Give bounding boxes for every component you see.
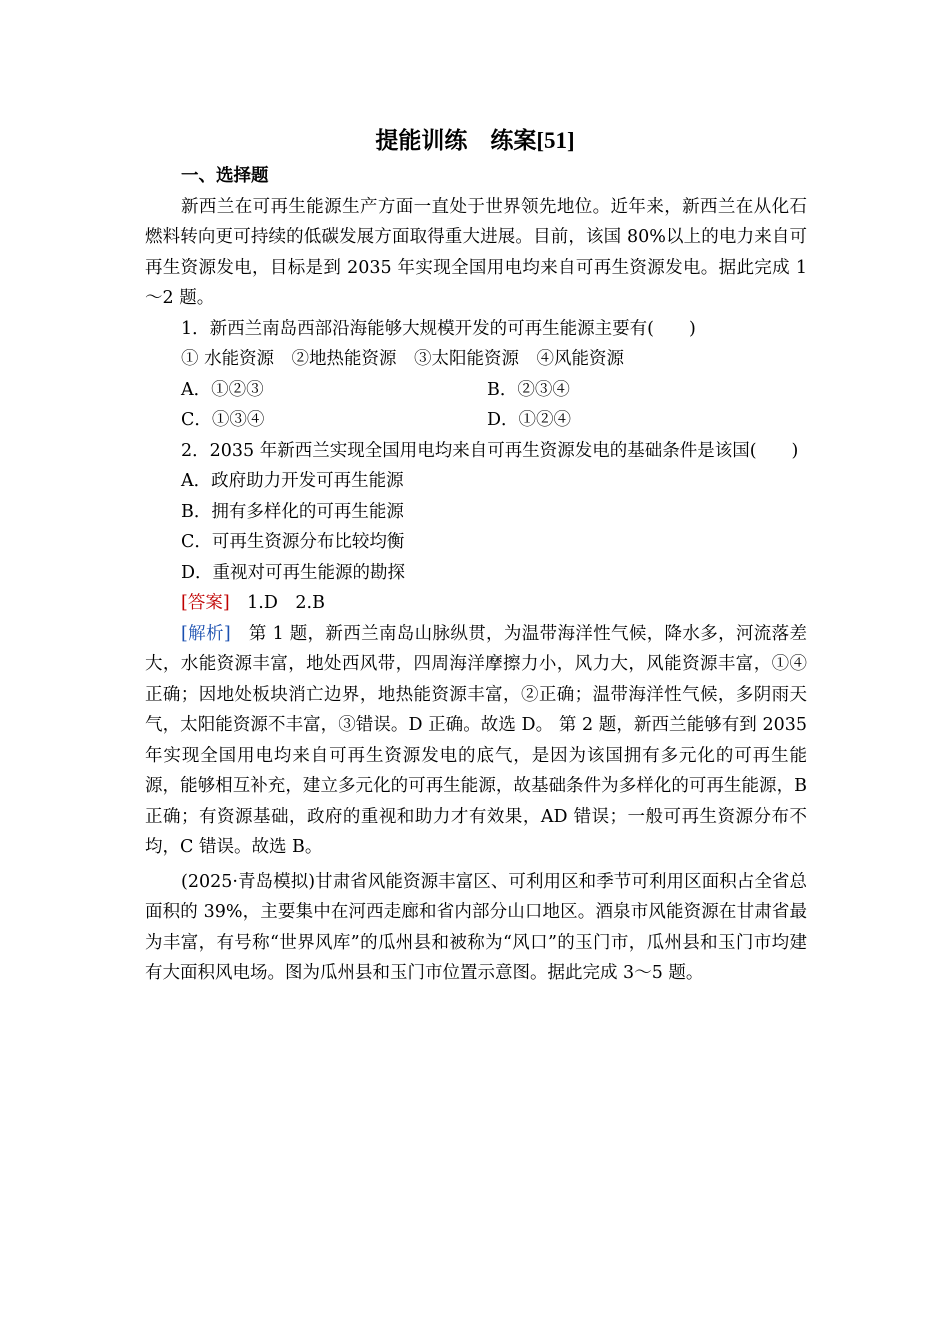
- answer-text: 1.D 2.B: [229, 593, 325, 613]
- passage-2-source: (2025·青岛模拟): [181, 871, 316, 892]
- section-heading: 一、选择题: [181, 166, 269, 186]
- question-2-stem: 2．2035 年新西兰实现全国用电均来自可再生资源发电的基础条件是该国( ): [181, 440, 799, 461]
- page-title: 提能训练 练案[51]: [375, 128, 575, 153]
- analysis-tag: [解析]: [181, 623, 231, 644]
- question-2-option-a: A．政府助力开发可再生能源: [181, 471, 404, 491]
- passage-1: 新西兰在可再生能源生产方面一直处于世界领先地位。近年来，新西兰在从化石燃料转向更可持续的低碳发展方面取得重大进展。目前，该国 80%以上的电力来自可再生资源发电，目标是到 2035 年实现全国用电均来自可再生资源发电。据此完成 1～2 题。: [145, 196, 807, 308]
- document-body: [145, 161, 807, 989]
- question-1-option-d: D．①②④: [487, 410, 572, 430]
- question-1-option-b: B．②③④: [487, 379, 570, 400]
- question-2-option-d: D．重视对可再生能源的勘探: [181, 562, 406, 583]
- question-1-option-a: A．①②③: [181, 379, 264, 400]
- question-2-option-b: B．拥有多样化的可再生能源: [181, 501, 404, 522]
- analysis-text: 第 1 题，新西兰南岛山脉纵贯，为温带海洋性气候，降水多，河流落差大，水能资源丰富，地处西风带，四周海洋摩擦力小，风力大，风能资源丰富，①④正确；因地处板块消亡边界，地热能资源丰富，②正确；温带海洋性气候，多阴雨天气，太阳能资源不丰富，③错误。D 正确。故选 D。 第 2 题，新西兰能够有到 2035 年实现全国用电均来自可再生资源发电的底气，是因为该国拥有多元化的可再生能源，能够相互补充，建立多元化的可再生能源，故基础条件为多样化的可再生能源，B 正确；有资源基础，政府的重视和助力才有效果，AD 错误；一般可再生资源分布不均，C 错误。故选 B。: [145, 623, 807, 857]
- answer-line: [145, 588, 807, 619]
- passage-2: [145, 867, 807, 989]
- analysis-paragraph: [145, 619, 807, 863]
- question-1-stem: 1．新西兰南岛西部沿海能够大规模开发的可再生能源主要有( ): [181, 318, 696, 339]
- passage-2-text: 甘肃省风能资源丰富区、可利用区和季节可利用区面积占全省总面积的 39%，主要集中在河西走廊和省内部分山口地区。酒泉市风能资源在甘肃省最为丰富，有号称“世界风库”的瓜州县和被称为“风口”的玉门市，瓜州县和玉门市均建有大面积风电场。图为瓜州县和玉门市位置示意图。据此完成 3～5 题。: [145, 871, 807, 983]
- question-1-option-c: C．①③④: [181, 410, 265, 430]
- question-2-option-c: C．可再生资源分布比较均衡: [181, 532, 405, 552]
- question-1-options-row-1: [145, 375, 807, 406]
- question-1-options-row-2: [145, 405, 807, 436]
- question-1-items: ① 水能资源 ②地热能资源 ③太阳能资源 ④风能资源: [181, 349, 625, 369]
- answer-tag: [答案]: [181, 593, 230, 613]
